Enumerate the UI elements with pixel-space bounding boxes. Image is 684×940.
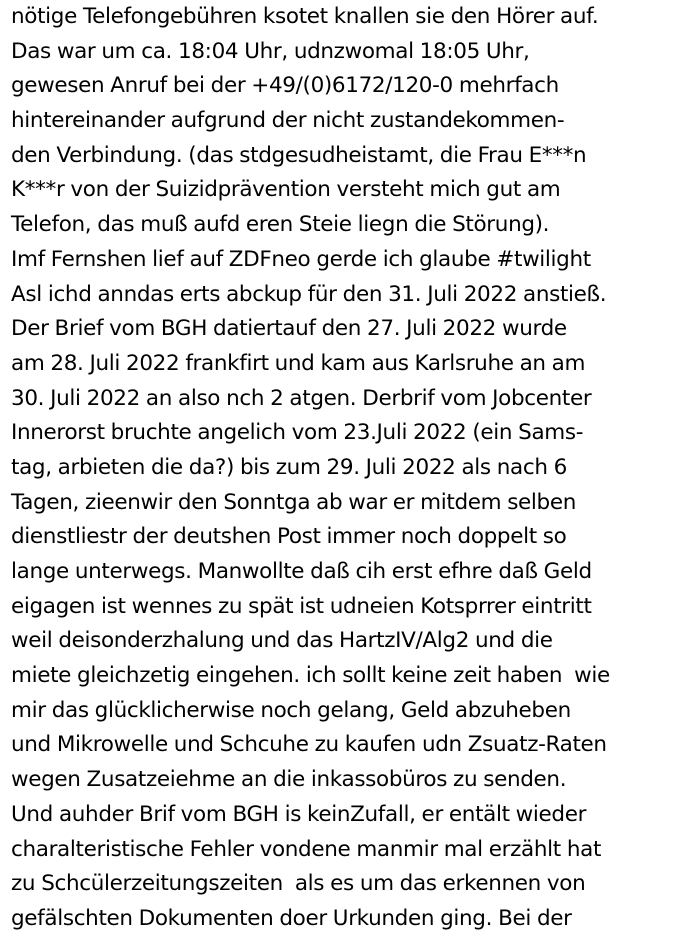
- text-line: den Verbindung. (das stdgesudheistamt, die Frau E***n: [11, 142, 587, 168]
- text-line: K***r von der Suizidprävention versteht mich gut am: [11, 177, 561, 203]
- text-line: weil deisonderzhalung und das HartzIV/Alg2 und die: [11, 628, 553, 654]
- text-line: 30. Juli 2022 an also nch 2 atgen. Derbrif vom Jobcenter: [11, 385, 592, 411]
- text-line: dienstliestr der deutshen Post immer noch doppelt so: [11, 524, 567, 550]
- text-line: gewesen Anruf bei der +49/(0)6172/120-0 mehrfach: [11, 73, 559, 99]
- text-line: Tagen, zieenwir den Sonntga ab war er mitdem selben: [11, 489, 577, 515]
- text-line: Und auhder Brif vom BGH is keinZufall, er entält wieder: [11, 801, 587, 827]
- text-line: Imf Fernshen lief auf ZDFneo gerde ich glaube #twilight: [11, 246, 591, 272]
- text-line: gefälschten Dokumenten doer Urkunden ging. Bei der: [11, 905, 572, 931]
- text-line: Asl ichd anndas erts abckup für den 31. Juli 2022 anstieß.: [11, 281, 607, 307]
- text-line: mir das glücklicherwise noch gelang, Geld abzuheben: [11, 697, 571, 723]
- text-line: Telefon, das muß aufd eren Steie liegn die Störung).: [11, 212, 550, 238]
- text-line: charalteristische Fehler vondene manmir mal erzählt hat: [11, 836, 602, 862]
- text-line: tag, arbieten die da?) bis zum 29. Juli 2022 als nach 6: [11, 454, 567, 480]
- body-text: [11, 0, 683, 937]
- text-line: Innerorst bruchte angelich vom 23.Juli 2022 (ein Sams-: [11, 420, 584, 446]
- text-line: eigagen ist wennes zu spät ist udneien Kotsprrer eintritt: [11, 593, 592, 619]
- text-line: hintereinander aufgrund der nicht zustandekommen-: [11, 108, 565, 134]
- text-line: Der Brief vom BGH datiertauf den 27. Juli 2022 wurde: [11, 316, 567, 342]
- text-line: am 28. Juli 2022 frankfirt und kam aus Karlsruhe an am: [11, 350, 586, 376]
- text-line: wegen Zusatzeiehme an die inkassobüros zu senden.: [11, 767, 567, 793]
- text-line: lange unterwegs. Manwollte daß cih erst efhre daß Geld: [11, 559, 592, 584]
- text-line: zu Schcülerzeitungszeiten als es um das erkennen von: [11, 871, 586, 897]
- text-line: Das war um ca. 18:04 Uhr, udnzwomal 18:05 Uhr,: [11, 38, 530, 64]
- text-line: miete gleichzetig eingehen. ich sollt keine zeit haben wie: [11, 663, 610, 689]
- text-line: nötige Telefongebühren ksotet knallen sie den Hörer auf.: [11, 4, 599, 29]
- text-line: und Mikrowelle und Schcuhe zu kaufen udn Zsuatz-Raten: [11, 732, 607, 758]
